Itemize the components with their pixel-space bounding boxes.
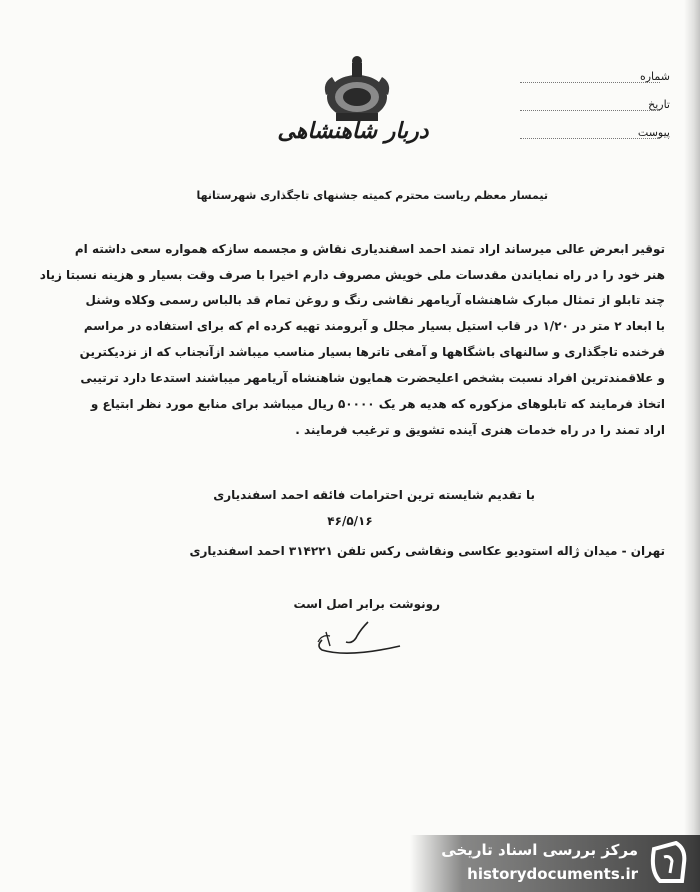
body-line: چند تابلو از تمثال مبارک شاهنشاه آریامهر نقاشی رنگ و روغن تمام قد بالباس رسمی وکلاه وشنل <box>85 293 665 307</box>
letter-subject: تیمسار معظم ریاست محترم کمیته جشنهای تاجگذاری شهرستانها <box>196 189 548 202</box>
number-label: شماره <box>639 70 670 83</box>
date-field <box>605 98 670 111</box>
handwritten-signature <box>308 612 418 664</box>
body-line: هنر خود را در راه نمایاندن مقدسات ملی خویش مصروف دارم اخیرا با صرف وقت بسیار و هزینه نسبتا زیاد <box>39 268 665 282</box>
copy-certification: رونوشت برابر اصل است <box>293 597 440 611</box>
date-dotted-line <box>520 110 660 111</box>
attachment-field <box>605 126 670 139</box>
body-line: اراد تمند را در راه خدمات هنری آینده تشویق و ترغیب فرمایند . <box>295 423 665 437</box>
court-title: دربار شاهنشاهی <box>277 118 429 144</box>
body-line: اتخاذ فرمایند که تابلوهای مزکوره که هدیه هر یک ۵۰۰۰۰ ریال میباشد برای منابع مورد نظر ابتیاع و <box>90 397 665 411</box>
number-field <box>605 70 670 83</box>
watermark-url: historydocuments.ir <box>467 865 638 883</box>
watermark-title: مرکز بررسی اسناد تاریخی <box>441 841 638 859</box>
letter-date: ۴۶/۵/۱۶ <box>327 514 373 528</box>
archive-logo-icon <box>646 841 690 885</box>
body-line: فرخنده تاجگذاری و سالنهای باشگاهها و آمفی تاترها بسیار مناسب میباشد ازآنجناب که از نزدیکترین <box>79 345 665 359</box>
body-line: با ابعاد ۲ متر در ۱/۲۰ در قاب استیل بسیار مجلل و آبرومند تهیه کرده ام که برای استفاده در مراسم <box>83 319 665 333</box>
closing-regards: با تقدیم شایسته ترین احترامات فائقه احمد اسفندیاری <box>213 488 535 502</box>
body-line: و علاقمندترین افراد نسبت بشخص اعلیحضرت همایون شاهنشاه آریامهر میباشند استدعا دارد ترتیبی <box>80 371 665 385</box>
sender-address: تهران - میدان ژاله استودیو عکاسی ونقاشی رکس تلفن ۳۱۴۲۲۱ احمد اسفندیاری <box>189 544 665 558</box>
attachment-dotted-line <box>520 138 660 139</box>
page-edge-shadow <box>684 0 700 892</box>
body-line: توقیر ابعرض عالی میرساند اراد تمند احمد اسفندیاری نقاش و مجسمه سازکه همواره سعی داشته ام <box>74 242 665 256</box>
crown-emblem-icon <box>318 55 396 125</box>
archive-watermark <box>410 835 700 892</box>
date-label: تاریخ <box>648 98 670 111</box>
number-dotted-line <box>520 82 660 83</box>
attachment-label: پیوست <box>637 126 670 139</box>
